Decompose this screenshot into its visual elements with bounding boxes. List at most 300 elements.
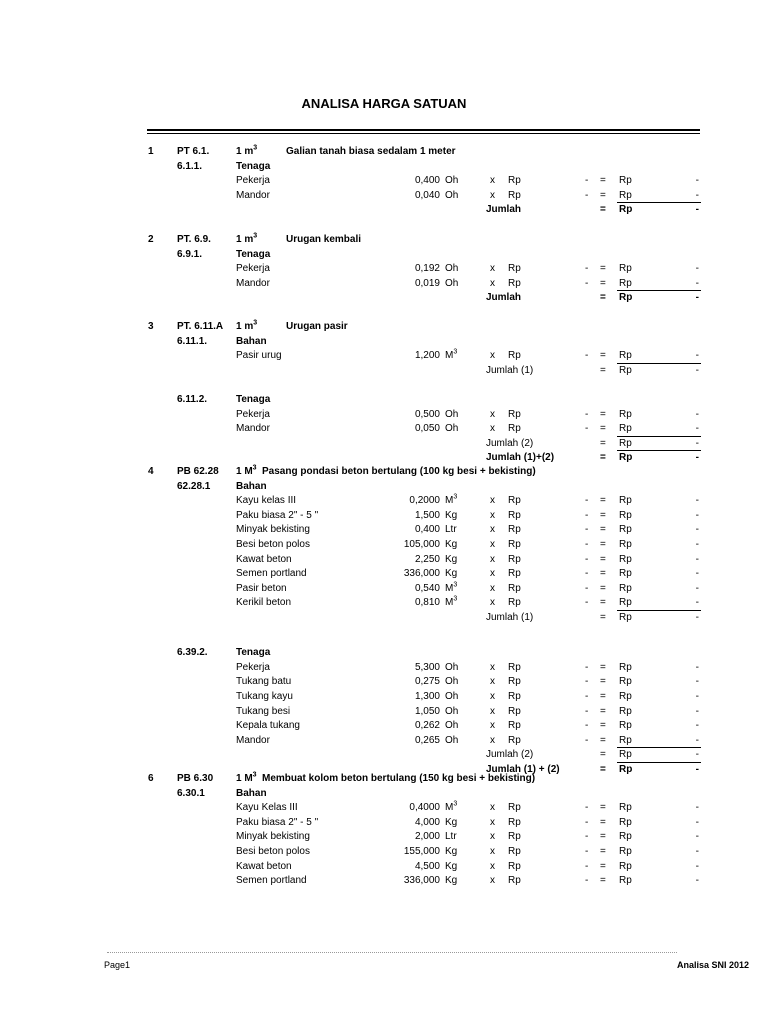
item-name: Mandor <box>236 423 270 435</box>
title-rule <box>147 129 700 131</box>
currency-label: Rp <box>619 749 632 761</box>
sum-label: Jumlah (2) <box>486 749 534 761</box>
subtotal-value: - <box>695 691 699 702</box>
title-rule <box>147 133 700 134</box>
subtotal-value: - <box>695 189 699 201</box>
equals-sign: = <box>600 568 606 580</box>
unit-price-value: - <box>585 676 589 688</box>
multiply-sign: x <box>490 423 495 435</box>
group-code: 6.30.1 <box>177 787 205 799</box>
unit-label: Kg <box>445 553 458 565</box>
unit-label: Oh <box>445 263 459 275</box>
equals-sign: = <box>600 350 606 362</box>
subtotal-value: - <box>695 831 699 843</box>
currency-label: Rp <box>619 175 632 187</box>
sum-label: Jumlah <box>486 292 522 304</box>
section-description: Galian tanah biasa sedalam 1 meter <box>286 146 456 157</box>
currency-label: Rp <box>508 350 521 362</box>
item-name: Kawat beton <box>236 860 292 872</box>
total-value: - <box>695 749 699 761</box>
group-code: 62.28.1 <box>177 480 211 492</box>
coefficient-value: 336,000 <box>403 875 440 887</box>
currency-label: Rp <box>508 816 521 828</box>
unit-price-value: - <box>585 597 589 609</box>
total-value: - <box>695 204 699 216</box>
equals-sign: = <box>600 509 606 521</box>
equals-sign: = <box>600 189 606 201</box>
unit-label: Kg <box>445 509 458 521</box>
currency-label: Rp <box>619 277 632 289</box>
section-code: PT. 6.9. <box>177 234 211 245</box>
unit-price-value: - <box>585 875 589 887</box>
equals-sign: = <box>600 720 606 732</box>
coefficient-value: 0,400 <box>414 524 440 536</box>
unit-label: Oh <box>445 189 459 201</box>
subtotal-value: - <box>695 553 699 565</box>
currency-label: Rp <box>508 582 521 594</box>
equals-sign: = <box>600 875 606 887</box>
multiply-sign: x <box>490 189 495 201</box>
group-code: 6.39.2. <box>177 647 208 659</box>
currency-label: Rp <box>508 263 521 275</box>
unit-label: $M^3$ <box>445 596 458 609</box>
multiply-sign: x <box>490 263 495 275</box>
coefficient-value: 4,000 <box>414 816 440 828</box>
currency-label: Rp <box>619 612 632 623</box>
item-name: Minyak bekisting <box>236 831 310 843</box>
section-code: PT 6.1. <box>177 146 210 157</box>
unit-price-value: - <box>585 539 589 550</box>
currency-label: Rp <box>619 568 632 580</box>
sum-label: Jumlah (1) + (2) <box>486 764 560 775</box>
total-value: - <box>695 292 699 304</box>
unit-label: $M^3$ <box>445 800 458 814</box>
currency-label: Rp <box>619 734 632 746</box>
currency-label: Rp <box>508 661 521 673</box>
item-name: Mandor <box>236 277 270 289</box>
multiply-sign: x <box>490 495 495 507</box>
currency-label: Rp <box>508 495 521 507</box>
equals-sign: = <box>600 597 606 609</box>
currency-label: Rp <box>619 524 632 536</box>
multiply-sign: x <box>490 175 495 187</box>
currency-label: Rp <box>508 423 521 435</box>
currency-label: Rp <box>619 764 633 775</box>
currency-label: Rp <box>619 676 632 688</box>
section-number: 1 <box>148 146 154 157</box>
multiply-sign: x <box>490 720 495 732</box>
equals-sign: = <box>600 802 606 814</box>
section-quantity: 1 $M^3$ <box>236 464 257 477</box>
item-name: Mandor <box>236 189 270 201</box>
unit-price-value: - <box>585 524 589 536</box>
equals-sign: = <box>600 539 606 550</box>
unit-label: Oh <box>445 676 459 688</box>
coefficient-value: 2,000 <box>414 831 440 843</box>
equals-sign: = <box>600 749 606 761</box>
equals-sign: = <box>600 553 606 565</box>
subtotal-value: - <box>695 597 699 609</box>
currency-label: Rp <box>619 831 632 843</box>
item-name: Pasir beton <box>236 582 287 594</box>
subtotal-value: - <box>695 846 699 857</box>
subtotal-value: - <box>695 720 699 732</box>
subtotal-value: - <box>695 263 699 275</box>
page-title: ANALISA HARGA SATUAN <box>301 96 467 111</box>
currency-label: Rp <box>508 597 521 609</box>
unit-label: Oh <box>445 734 459 746</box>
footer-page: Page1 <box>104 960 131 970</box>
coefficient-value: 0,265 <box>414 734 440 746</box>
coefficient-value: 1,500 <box>414 509 440 521</box>
currency-label: Rp <box>619 292 633 304</box>
unit-price-value: - <box>585 495 589 507</box>
section-number: 2 <box>148 234 154 245</box>
sum-label: Jumlah (2) <box>486 437 534 449</box>
section-description: Membuat kolom beton bertulang (150 kg besi + bekisting) <box>262 773 536 784</box>
subtotal-value: - <box>695 423 699 435</box>
unit-price-value: - <box>585 661 589 673</box>
unit-label: Kg <box>445 568 458 580</box>
unit-label: Oh <box>445 720 459 732</box>
equals-sign: = <box>600 676 606 688</box>
currency-label: Rp <box>508 802 521 814</box>
coefficient-value: 1,300 <box>414 691 440 702</box>
total-value: - <box>695 612 699 623</box>
equals-sign: = <box>600 364 606 376</box>
total-overline <box>617 290 701 291</box>
section-quantity: 1 $m^3$ <box>236 319 258 332</box>
multiply-sign: x <box>490 350 495 362</box>
unit-price-value: - <box>585 568 589 580</box>
group-code: 6.1.1. <box>177 160 203 172</box>
total-overline <box>617 450 701 451</box>
multiply-sign: x <box>490 568 495 580</box>
subtotal-value: - <box>695 524 699 536</box>
subtotal-value: - <box>695 661 699 673</box>
multiply-sign: x <box>490 277 495 289</box>
group-code: 6.11.2. <box>177 394 208 405</box>
total-value: - <box>695 437 699 449</box>
coefficient-value: 155,000 <box>403 846 440 857</box>
subtotal-value: - <box>695 705 699 717</box>
section-number: 3 <box>148 321 154 332</box>
unit-price-value: - <box>585 189 589 201</box>
multiply-sign: x <box>490 661 495 673</box>
total-value: - <box>695 764 699 775</box>
currency-label: Rp <box>508 568 521 580</box>
group-code: 6.11.1. <box>177 335 208 347</box>
multiply-sign: x <box>490 831 495 843</box>
currency-label: Rp <box>619 364 632 376</box>
currency-label: Rp <box>508 831 521 843</box>
currency-label: Rp <box>619 846 632 857</box>
section-number: 4 <box>148 466 154 477</box>
coefficient-value: 0,2000 <box>409 495 440 507</box>
group-label: Tenaga <box>236 647 271 659</box>
subtotal-value: - <box>695 277 699 289</box>
subtotal-value: - <box>695 539 699 550</box>
currency-label: Rp <box>508 734 521 746</box>
equals-sign: = <box>600 734 606 746</box>
item-name: Besi beton polos <box>236 846 310 857</box>
unit-label: Oh <box>445 705 459 717</box>
multiply-sign: x <box>490 553 495 565</box>
multiply-sign: x <box>490 734 495 746</box>
equals-sign: = <box>600 524 606 536</box>
coefficient-value: 5,300 <box>414 661 440 673</box>
section-code: PT. 6.11.A <box>177 321 224 332</box>
unit-label: Kg <box>445 846 458 857</box>
currency-label: Rp <box>508 720 521 732</box>
group-code: 6.9.1. <box>177 248 203 260</box>
equals-sign: = <box>600 263 606 275</box>
item-name: Pekerja <box>236 408 270 420</box>
currency-label: Rp <box>619 204 633 216</box>
section-quantity: 1 $m^3$ <box>236 144 258 157</box>
multiply-sign: x <box>490 875 495 887</box>
equals-sign: = <box>600 705 606 717</box>
item-name: Tukang kayu <box>236 691 293 702</box>
unit-label: Oh <box>445 691 459 702</box>
coefficient-value: 0,275 <box>414 676 440 688</box>
subtotal-value: - <box>695 875 699 887</box>
item-name: Kerikil beton <box>236 597 292 609</box>
currency-label: Rp <box>619 691 632 702</box>
subtotal-value: - <box>695 568 699 580</box>
currency-label: Rp <box>619 437 632 449</box>
currency-label: Rp <box>508 875 521 887</box>
item-name: Semen portland <box>236 875 307 887</box>
coefficient-value: 4,500 <box>414 860 440 872</box>
group-label: Tenaga <box>236 394 271 405</box>
multiply-sign: x <box>490 582 495 594</box>
multiply-sign: x <box>490 408 495 420</box>
currency-label: Rp <box>508 539 521 550</box>
coefficient-value: 0,019 <box>414 277 440 289</box>
currency-label: Rp <box>619 582 632 594</box>
item-name: Kepala tukang <box>236 720 300 732</box>
currency-label: Rp <box>619 597 632 609</box>
unit-price-value: - <box>585 831 589 843</box>
unit-price-value: - <box>585 734 589 746</box>
item-name: Kayu kelas III <box>236 495 297 507</box>
currency-label: Rp <box>508 175 521 187</box>
equals-sign: = <box>600 831 606 843</box>
currency-label: Rp <box>619 875 632 887</box>
item-name: Kawat beton <box>236 553 292 565</box>
coefficient-value: 0,4000 <box>409 802 440 814</box>
subtotal-value: - <box>695 816 699 828</box>
multiply-sign: x <box>490 691 495 702</box>
item-name: Mandor <box>236 734 270 746</box>
section-quantity: 1 $M^3$ <box>236 771 257 784</box>
unit-price-value: - <box>585 277 589 289</box>
currency-label: Rp <box>508 676 521 688</box>
coefficient-value: 1,050 <box>414 705 440 717</box>
coefficient-value: 2,250 <box>414 553 440 565</box>
item-name: Kayu Kelas III <box>236 802 298 814</box>
item-name: Pekerja <box>236 175 270 187</box>
currency-label: Rp <box>619 452 633 464</box>
unit-label: Oh <box>445 408 459 420</box>
coefficient-value: 0,040 <box>414 189 440 201</box>
subtotal-value: - <box>695 495 699 507</box>
unit-label: Oh <box>445 423 459 435</box>
unit-price-value: - <box>585 509 589 521</box>
coefficient-value: 0,500 <box>414 408 440 420</box>
unit-price-value: - <box>585 408 589 420</box>
currency-label: Rp <box>619 539 632 550</box>
equals-sign: = <box>600 612 606 623</box>
unit-label: $M^3$ <box>445 493 458 507</box>
coefficient-value: 336,000 <box>403 568 440 580</box>
coefficient-value: 0,400 <box>414 175 440 187</box>
subtotal-value: - <box>695 860 699 872</box>
currency-label: Rp <box>619 263 632 275</box>
subtotal-value: - <box>695 802 699 814</box>
multiply-sign: x <box>490 860 495 872</box>
equals-sign: = <box>600 764 606 775</box>
section-code: PB 62.28 <box>177 466 219 477</box>
unit-price-value: - <box>585 175 589 187</box>
subtotal-value: - <box>695 582 699 594</box>
group-label: Bahan <box>236 787 267 799</box>
unit-price-value: - <box>585 705 589 717</box>
multiply-sign: x <box>490 705 495 717</box>
sum-label: Jumlah (1)+(2) <box>486 452 555 464</box>
coefficient-value: 0,810 <box>414 597 440 609</box>
group-label: Tenaga <box>236 160 271 172</box>
unit-label: Oh <box>445 175 459 187</box>
equals-sign: = <box>600 408 606 420</box>
equals-sign: = <box>600 204 606 216</box>
unit-price-value: - <box>585 691 589 702</box>
equals-sign: = <box>600 452 606 464</box>
section-description: Pasang pondasi beton bertulang (100 kg besi + bekisting) <box>262 466 536 477</box>
multiply-sign: x <box>490 539 495 550</box>
group-label: Bahan <box>236 335 267 347</box>
currency-label: Rp <box>619 509 632 521</box>
equals-sign: = <box>600 175 606 187</box>
subtotal-value: - <box>695 350 699 362</box>
equals-sign: = <box>600 691 606 702</box>
equals-sign: = <box>600 661 606 673</box>
total-value: - <box>695 364 699 376</box>
sum-label: Jumlah (1) <box>486 364 534 376</box>
multiply-sign: x <box>490 524 495 536</box>
currency-label: Rp <box>619 408 632 420</box>
total-overline <box>617 762 701 763</box>
section-description: Urugan pasir <box>286 321 348 332</box>
unit-price-value: - <box>585 582 589 594</box>
unit-price-value: - <box>585 423 589 435</box>
currency-label: Rp <box>619 816 632 828</box>
footer-document: Analisa SNI 2012 <box>677 960 750 970</box>
unit-price-value: - <box>585 846 589 857</box>
item-name: Semen portland <box>236 568 307 580</box>
currency-label: Rp <box>619 860 632 872</box>
currency-label: Rp <box>619 802 632 814</box>
currency-label: Rp <box>508 691 521 702</box>
unit-price-value: - <box>585 860 589 872</box>
unit-label: Ltr <box>445 524 457 536</box>
currency-label: Rp <box>619 553 632 565</box>
currency-label: Rp <box>508 408 521 420</box>
unit-price-value: - <box>585 816 589 828</box>
equals-sign: = <box>600 816 606 828</box>
coefficient-value: 1,200 <box>414 350 440 362</box>
multiply-sign: x <box>490 816 495 828</box>
currency-label: Rp <box>508 509 521 521</box>
unit-price-value: - <box>585 553 589 565</box>
section-quantity: 1 $m^3$ <box>236 232 258 245</box>
coefficient-value: 0,262 <box>414 720 440 732</box>
equals-sign: = <box>600 846 606 857</box>
subtotal-value: - <box>695 734 699 746</box>
multiply-sign: x <box>490 597 495 609</box>
footer-divider <box>107 952 677 953</box>
equals-sign: = <box>600 495 606 507</box>
currency-label: Rp <box>619 423 632 435</box>
item-name: Minyak bekisting <box>236 524 310 536</box>
item-name: Paku biasa 2" - 5 " <box>236 509 319 521</box>
currency-label: Rp <box>619 189 632 201</box>
section-code: PB 6.30 <box>177 773 214 784</box>
coefficient-value: 0,050 <box>414 423 440 435</box>
item-name: Pasir urug <box>236 350 282 362</box>
unit-label: Kg <box>445 816 458 828</box>
subtotal-value: - <box>695 676 699 688</box>
coefficient-value: 0,540 <box>414 582 440 594</box>
currency-label: Rp <box>508 553 521 565</box>
unit-label: Kg <box>445 860 458 872</box>
unit-price-value: - <box>585 263 589 275</box>
equals-sign: = <box>600 860 606 872</box>
unit-label: Ltr <box>445 831 457 843</box>
equals-sign: = <box>600 582 606 594</box>
currency-label: Rp <box>619 495 632 507</box>
unit-label: $M^3$ <box>445 348 458 362</box>
item-name: Tukang besi <box>236 705 291 717</box>
currency-label: Rp <box>508 846 521 857</box>
item-name: Pekerja <box>236 661 270 673</box>
item-name: Besi beton polos <box>236 539 310 550</box>
coefficient-value: 105,000 <box>403 539 440 550</box>
sum-label: Jumlah <box>486 204 522 216</box>
section-description: Urugan kembali <box>286 234 362 245</box>
equals-sign: = <box>600 437 606 449</box>
sum-label: Jumlah (1) <box>486 612 534 623</box>
currency-label: Rp <box>619 705 632 717</box>
total-overline <box>617 202 701 203</box>
equals-sign: = <box>600 423 606 435</box>
equals-sign: = <box>600 292 606 304</box>
unit-label: Oh <box>445 277 459 289</box>
subtotal-value: - <box>695 408 699 420</box>
unit-label: $M^3$ <box>445 581 458 594</box>
section-number: 6 <box>148 773 154 784</box>
currency-label: Rp <box>508 524 521 536</box>
unit-price-value: - <box>585 350 589 362</box>
unit-price-value: - <box>585 802 589 814</box>
currency-label: Rp <box>508 860 521 872</box>
multiply-sign: x <box>490 509 495 521</box>
currency-label: Rp <box>508 189 521 201</box>
currency-label: Rp <box>619 350 632 362</box>
item-name: Tukang batu <box>236 676 292 688</box>
multiply-sign: x <box>490 802 495 814</box>
